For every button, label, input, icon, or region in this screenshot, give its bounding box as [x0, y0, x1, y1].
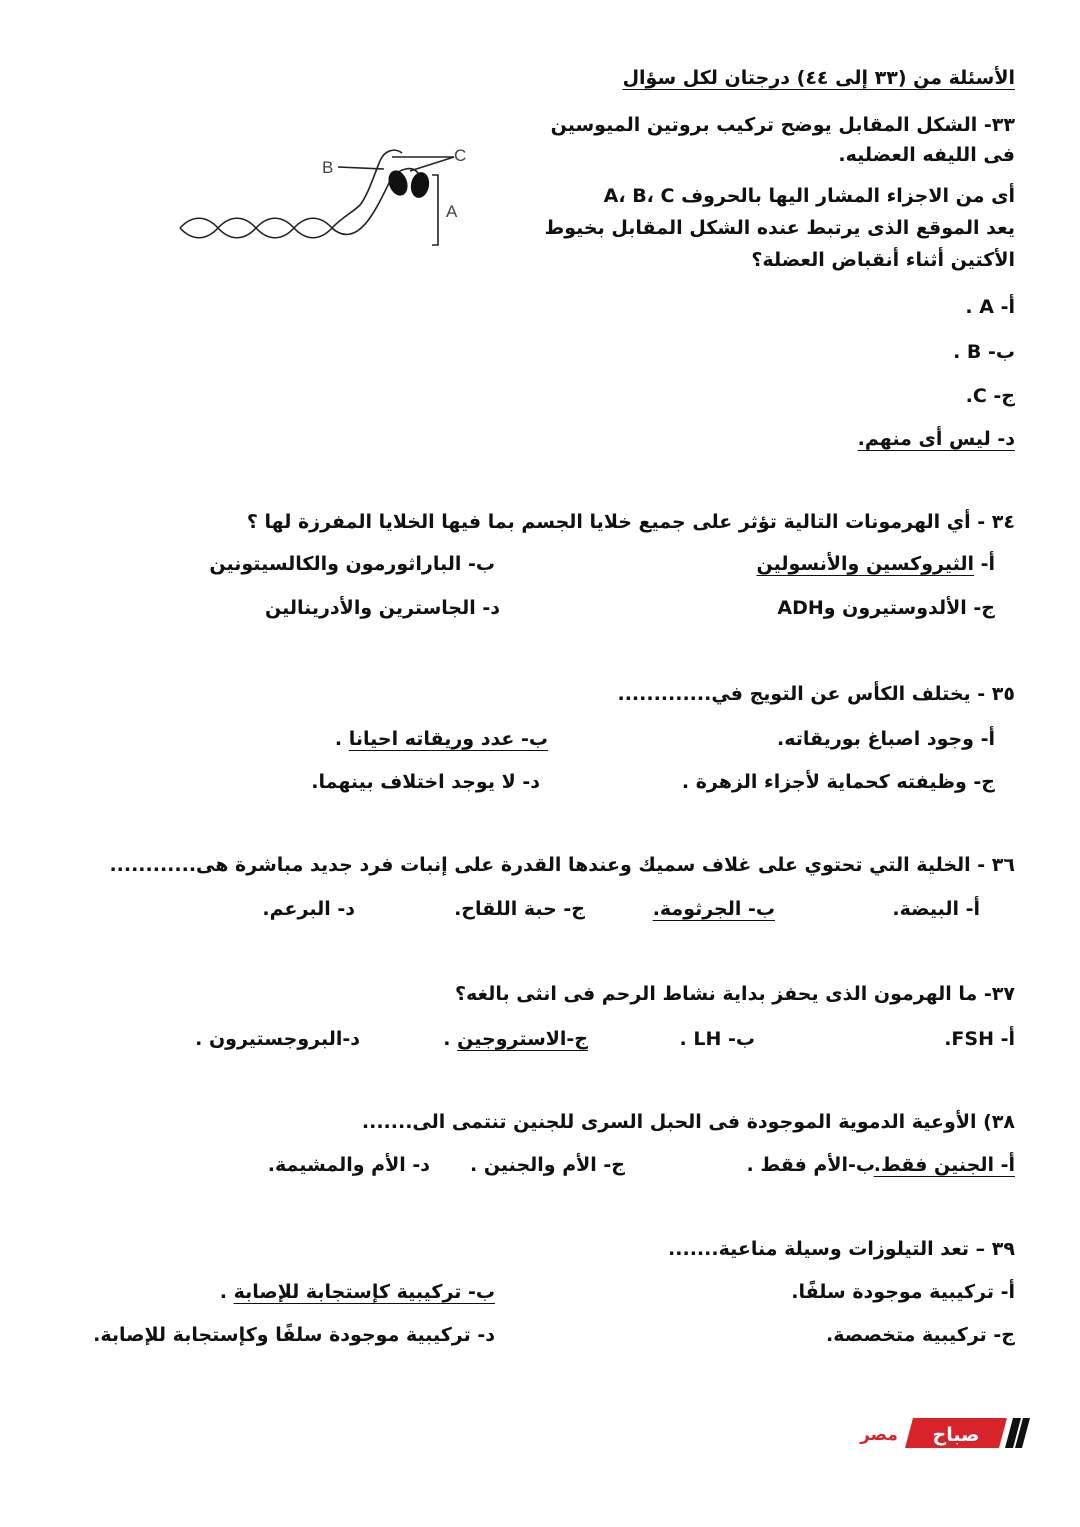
q33-option-a: أ- A . [965, 296, 1015, 318]
q33-option-c: ج- C. [965, 385, 1015, 407]
q35-option-a: أ- وجود اصباغ بوريقاته. [777, 728, 995, 750]
q34-option-a-prefix: أ- [973, 553, 995, 575]
label-a-bracket [432, 175, 438, 245]
sabah-masr-logo [855, 1412, 1030, 1452]
q34-option-d: د- الجاسترين والأدرينالين [264, 597, 500, 619]
q38-option-a: أ- الجنين فقط. [873, 1154, 1015, 1176]
q33-text-line3: أى من الاجزاء المشار اليها بالحروف A، B، C [603, 185, 1015, 207]
q37-option-c-body: ج-الاستروجين [457, 1028, 588, 1050]
q33-text-line4: يعد الموقع الذى يرتبط عنده الشكل المقابل بخيوط [544, 217, 1015, 239]
q33-text-line1: ٣٣- الشكل المقابل يوضح تركيب بروتين الميوسين [550, 114, 1015, 136]
section-header: الأسئلة من (٣٣ إلى ٤٤) درجتان لكل سؤال [622, 67, 1015, 89]
q34-option-c: ج- الألدوستيرون وADH [777, 597, 995, 619]
q33-option-b: ب- B . [953, 341, 1015, 363]
label-b: B [322, 158, 334, 177]
q35-option-b-body: ب- عدد وريقاته احيانا [348, 728, 548, 750]
q34-option-a [757, 552, 996, 576]
q37-option-b: ب- LH . [679, 1028, 755, 1050]
logo-text-sub: مصر [860, 1425, 898, 1445]
q38-option-c: ج- الأم والجنين . [470, 1154, 625, 1176]
label-c-leader [392, 157, 454, 171]
myosin-head-left [385, 168, 411, 199]
q39-option-b [220, 1280, 495, 1304]
q37-option-c [443, 1027, 588, 1051]
q38-text: ٣٨) الأوعية الدموية الموجودة فى الحبل السرى للجنين تنتمى الى....... [361, 1111, 1015, 1133]
q35-option-b [335, 727, 548, 751]
q37-text: ٣٧- ما الهرمون الذى يحفز بداية نشاط الرحم فى انثى بالغه؟ [454, 983, 1015, 1005]
q39-option-b-body: ب- تركيبية كإستجابة للإصابة [233, 1281, 495, 1303]
q36-option-c: ج- حبة اللقاح. [454, 898, 585, 920]
q39-option-b-suffix: . [219, 1281, 234, 1303]
myosin-figure [170, 135, 500, 265]
q34-option-b: ب- الباراثورمون والكالسيتونين [209, 553, 495, 575]
q35-option-d: د- لا يوجد اختلاف بينهما. [311, 771, 540, 793]
q36-option-d: د- البرعم. [262, 898, 355, 920]
q36-option-a: أ- البيضة. [892, 898, 980, 920]
q39-option-a: أ- تركيبية موجودة سلفًا. [791, 1281, 1015, 1303]
label-c: C [454, 146, 467, 165]
q34-text: ٣٤ - أي الهرمونات التالية تؤثر على جميع خلايا الجسم بما فيها الخلايا المفرزة لها ؟ [246, 511, 1015, 533]
q34-option-a-body: الثيروكسين والأنسولين [756, 553, 974, 575]
q38-option-d: د- الأم والمشيمة. [267, 1154, 430, 1176]
q36-option-b: ب- الجرثومة. [652, 898, 775, 920]
q35-option-b-suffix: . [334, 728, 349, 750]
q33-text-line5: الأكتين أثناء أنقباض العضلة؟ [751, 249, 1015, 271]
q39-option-c: ج- تركيبية متخصصة. [826, 1324, 1015, 1346]
q38-option-b: ب-الأم فقط . [746, 1154, 875, 1176]
logo-text-main: صباح [932, 1424, 980, 1446]
q37-option-d: د-البروجستيرون . [195, 1028, 360, 1050]
q39-option-d: د- تركيبية موجودة سلفًا وكإستجابة للإصابة. [93, 1324, 495, 1346]
q37-option-c-suffix: . [443, 1028, 458, 1050]
q37-option-a: أ- FSH. [944, 1028, 1015, 1050]
label-a: A [446, 202, 458, 221]
myosin-head-right [409, 171, 431, 200]
q33-option-d: د- ليس أى منهم. [857, 428, 1015, 450]
q35-text: ٣٥ - يختلف الكأس عن التويج في............. [617, 683, 1015, 705]
q36-text: ٣٦ - الخلية التي تحتوي على غلاف سميك وعندها القدرة على إنبات فرد جديد مباشرة هى............ [109, 854, 1015, 876]
myosin-tail [180, 161, 392, 238]
q35-option-c: ج- وظيفته كحماية لأجزاء الزهرة . [681, 771, 995, 793]
q39-text: ٣٩ – تعد التيلوزات وسيلة مناعية....... [668, 1238, 1015, 1260]
q33-text-line2: فى الليفه العضليه. [838, 144, 1015, 166]
